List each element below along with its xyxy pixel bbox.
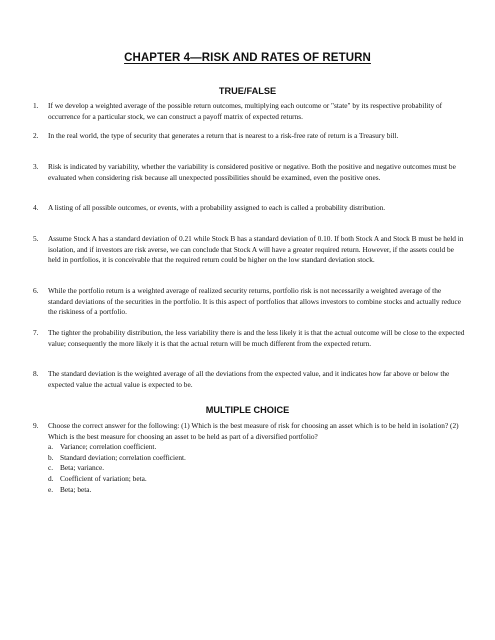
question-number: 5.	[33, 234, 39, 243]
section-title-true-false: TRUE/FALSE	[218, 86, 277, 96]
choice-b	[48, 453, 465, 464]
question-number: 8.	[33, 369, 39, 378]
section-title-multiple-choice: MULTIPLE CHOICE	[205, 405, 290, 415]
choice-text: Variance; correlation coefficient.	[60, 442, 157, 452]
question-text: The tighter the probability distribution, the less variability there is and the less likely it is that the actual outcome will be close to the expected value; consequently the more likely it is that the actual return will be much different from the expected return.	[48, 328, 465, 348]
question-number: 1.	[33, 101, 39, 110]
choice-text: Standard deviation; correlation coefficient.	[60, 452, 186, 462]
question-number: 3.	[33, 162, 39, 171]
choice-letter: c.	[48, 463, 54, 473]
choice-text: Coefficient of variation; beta.	[60, 473, 147, 483]
choice-e	[48, 485, 465, 496]
question-2	[33, 131, 465, 142]
question-text: A listing of all possible outcomes, or events, with a probability assigned to each is called a probability distribution.	[48, 203, 386, 212]
question-number: 2.	[33, 131, 39, 140]
question-5	[33, 234, 465, 266]
choice-letter: a.	[48, 442, 54, 452]
question-text: In the real world, the type of security that generates a return that is nearest to a risk-free rate of return is a Treasury bill.	[48, 131, 399, 140]
question-number: 9.	[33, 421, 39, 430]
question-9	[33, 421, 465, 495]
question-number: 4.	[33, 203, 39, 212]
question-4	[33, 203, 465, 214]
chapter-title: CHAPTER 4—RISK AND RATES OF RETURN	[124, 52, 371, 64]
question-text: If we develop a weighted average of the possible return outcomes, multiplying each outcome or "state" by its respective probability of occurrence for a particular stock, we can construct a payoff matrix of expected returns.	[48, 101, 443, 121]
choice-text: Beta; beta.	[60, 484, 92, 494]
question-text: Assume Stock A has a standard deviation of 0.21 while Stock B has a standard deviation of 0.10. If both Stock A and Stock B must be held in isolation, and if investors are risk averse, we can conclude that Stock A will have a greater required return. However, if the assets could be held in portfolios, it is conceivable that the required return could be higher on the low standard deviation stock.	[48, 234, 464, 265]
choice-text: Beta; variance.	[60, 463, 105, 473]
question-text: The standard deviation is the weighted average of all the deviations from the expected value, and it indicates how far above or below the expected value the actual value is expected to be.	[48, 369, 450, 389]
choice-d	[48, 474, 465, 485]
choice-letter: b.	[48, 452, 54, 462]
question-text: Choose the correct answer for the following: (1) Which is the best measure of risk for choosing an asset which is to be held in isolation? (2) Which is the best measure for choosing an asset to be held as part of a diversified portfolio?	[48, 421, 459, 441]
question-number: 6.	[33, 286, 39, 295]
choice-c	[48, 463, 465, 474]
choice-a	[48, 442, 465, 453]
question-7	[33, 328, 465, 349]
question-number: 7.	[33, 328, 39, 337]
question-text: Risk is indicated by variability, whether the variability is considered positive or negative. Both the positive and negative outcomes must be evaluated when considering risk because all unexpected possibilities should be examined, even the positive ones.	[48, 162, 456, 182]
question-3	[33, 162, 465, 183]
question-text: While the portfolio return is a weighted average of realized security returns, portfolio risk is not necessarily a weighted average of the standard deviations of the securities in the portfolio. It is this aspect of portfolios that allows investors to combine stocks and actually reduce the riskiness of a portfolio.	[48, 286, 461, 317]
choice-letter: e.	[48, 484, 54, 494]
question-8	[33, 369, 465, 390]
choice-letter: d.	[48, 473, 54, 483]
answer-choices	[48, 442, 465, 495]
question-1	[33, 101, 465, 122]
question-6	[33, 286, 465, 318]
